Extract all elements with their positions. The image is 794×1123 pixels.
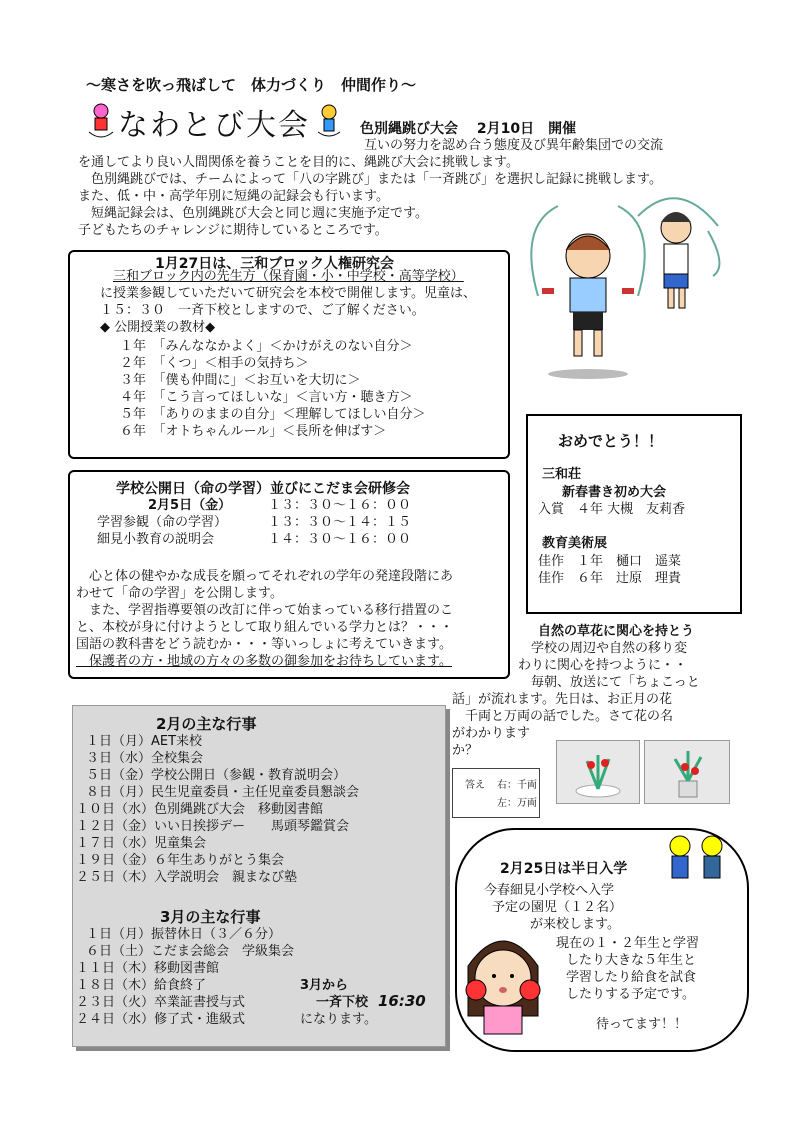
senryo-photo — [556, 740, 640, 804]
research-line: に授業参観していただいて研究会を本校で開催します。児童は、 — [100, 286, 476, 301]
feb-item: ３日（水）全校集会 — [86, 751, 204, 766]
nature-line: 学校の周辺や自然の移り変 — [518, 641, 688, 656]
feb-item: １２日（金）いい日挨拶デー 馬頭琴鑑賞会 — [76, 819, 350, 834]
openday-body: 心と体の健やかな成長を願ってそれぞれの学年の発達段階にあ — [76, 569, 454, 584]
openday-body: 保護者の方・地域の方々の多数の御参加をお待ちしています。 — [76, 654, 452, 669]
intro-line: を通してより良い人間関係を養うことを目的に、縄跳び大会に挑戦します。 — [78, 155, 519, 170]
halfday-line: 学習したり給食を試食 — [566, 970, 697, 985]
lesson-item: ２年 「くつ」＜相手の気持ち＞ — [120, 356, 309, 371]
feb-item: １日（月）AET来校 — [86, 734, 203, 749]
intro-line: 色別縄跳びでは、チームによって「八の字跳び」または「一斉跳び」を選択し記録に挑戦します。 — [78, 172, 662, 187]
lesson-item: ３年 「僕も仲間に」＜お互いを大切に＞ — [120, 373, 361, 388]
girl-illustration — [458, 926, 548, 1036]
feb-title: 2月の主な行事 — [156, 715, 257, 733]
halfday-line: したりする予定です。 — [566, 987, 695, 1002]
feb-item: １７日（水）児童集会 — [76, 836, 207, 851]
nature-line: 話」が流れます。先日は、お正月の花 — [452, 692, 672, 707]
manryo-photo — [644, 740, 730, 804]
tagline: ～寒さを吹っ飛ばして 体力づくり 仲間作り～ — [86, 76, 417, 94]
halfday-line: したり大きな５年生と — [566, 953, 697, 968]
mar-title: 3月の主な行事 — [160, 908, 261, 926]
nature-title: 自然の草花に関心を持とう — [538, 624, 695, 639]
answer-right: 右：千両 — [497, 780, 537, 791]
feb-item: ８日（月）民生児童委員・主任児童委員懇談会 — [86, 785, 360, 800]
openday-time: １３：３０～１６：００ — [268, 498, 412, 513]
nature-line: 毎朝、放送にて「ちょこっと — [518, 675, 700, 690]
feb-item: ２５日（木）入学説明会 親まなび塾 — [76, 870, 298, 885]
feb-item: ５日（金）学校公開日（参観・教育説明会） — [86, 768, 347, 783]
openday-row-label: 細見小教育の説明会 — [97, 532, 215, 547]
lesson-item: ５年 「ありのままの自分」＜理解してほしい自分＞ — [120, 407, 426, 422]
lesson-item: １年 「みんななかよく」＜かけがえのない自分＞ — [120, 339, 413, 354]
congrats-subsection: 新春書き初め大会 — [562, 485, 667, 500]
mar-item: ６日（土）こだま会総会 学級集会 — [86, 944, 295, 959]
mar-item: ２４日（水）修了式・進級式 — [76, 1012, 246, 1027]
openday-date: 2月5日（金） — [148, 498, 232, 513]
research-line: １５：３０ 一斉下校としますので、ご了解ください。 — [100, 303, 425, 318]
openday-body: また、学習指導要領の改訂に伴って始まっている移行措置のこ — [76, 603, 454, 618]
mar-note: 一斉下校 — [316, 995, 369, 1010]
mar-item: １１日（木）移動図書館 — [76, 961, 220, 976]
nature-line: か？ — [452, 743, 479, 758]
halfday-line: が来校します。 — [530, 917, 620, 932]
nature-line: がわかります — [452, 726, 531, 741]
halfday-line: 予定の園児（１２名） — [492, 900, 623, 915]
congrats-title: おめでとう！！ — [558, 432, 664, 450]
openday-row-time: １３：３０～１４：１５ — [268, 515, 412, 530]
openday-title: 学校公開日（命の学習）並びにこだま会研修会 — [116, 481, 410, 497]
lesson-item: ４年 「こう言ってほしいな」＜言い方・聴き方＞ — [120, 390, 413, 405]
mar-note: 3月から — [300, 978, 349, 993]
nature-line: 千両と万両の話でした。さて花の名 — [452, 709, 674, 724]
intro-line: また、低・中・高学年別に短縄の記録会も行います。 — [78, 189, 389, 204]
halfday-line: 今春細見小学校へ入学 — [484, 883, 615, 898]
halfday-line: 現在の１・２年生と学習 — [556, 936, 700, 951]
openday-row-label: 学習参観（命の学習） — [97, 515, 228, 530]
schoolkids-icon — [660, 832, 730, 892]
halfday-line: 待ってます！！ — [596, 1017, 688, 1032]
research-line: 三和ブロック内の先生方（保育園・小・中学校・高等学校） — [113, 269, 464, 284]
halfday-title: 2月25日は半日入学 — [500, 861, 628, 877]
openday-row-time: １４：３０～１６：００ — [268, 532, 412, 547]
congrats-line: 佳作 １年 樋口 遥菜 — [538, 554, 682, 569]
openday-body: 国語の教科書をどう読むか・・・等いっしょに考えていきます。 — [76, 637, 452, 652]
mar-item: ２３日（火）卒業証書授与式 — [76, 995, 246, 1010]
mar-note-time: 16:30 — [378, 992, 426, 1010]
congrats-line: 佳作 ６年 辻原 理貴 — [538, 571, 682, 586]
congrats-line: 入賞 ４年 大槻 友莉香 — [538, 502, 686, 517]
intro-line: 短縄記録会は、色別縄跳び大会と同じ週に実施予定です。 — [78, 206, 428, 221]
mar-note: になります。 — [300, 1012, 377, 1027]
feb-item: １０日（水）色別縄跳び大会 移動図書館 — [76, 802, 324, 817]
feb-item: １９日（金）６年生ありがとう集会 — [76, 853, 285, 868]
jumping-girl-icon — [86, 102, 116, 138]
intro-line: 互いの努力を認め合う態度及び異年齢集団での交流 — [78, 138, 664, 153]
mar-item: １日（月）振替休日（３／６分） — [86, 927, 282, 942]
openday-body: わせて「命の学習」を公開します。 — [76, 586, 283, 601]
jumping-boy-icon — [316, 104, 342, 138]
event-title: 色別縄跳び大会 2月10日 開催 — [360, 121, 577, 137]
jump-rope-kids-illustration — [518, 186, 738, 382]
lesson-heading: ◆ 公開授業の教材◆ — [100, 320, 216, 335]
intro-line: 子どもたちのチャレンジに期待しているところです。 — [78, 223, 388, 238]
congrats-section: 三和荘 — [542, 467, 582, 482]
research-title: 1月27日は、三和ブロック人権研究会 — [155, 256, 394, 272]
congrats-section: 教育美術展 — [542, 536, 608, 551]
answer-label: 答え — [465, 780, 485, 791]
answer-left: 左：万両 — [497, 798, 537, 809]
event-logo: なわとび大会 — [118, 108, 310, 143]
lesson-item: ６年 「オトちゃんルール」＜長所を伸ばす＞ — [120, 424, 387, 439]
openday-body: と、本校が身に付けようとして取り組んでいる学力とは？・・・ — [76, 620, 454, 635]
mar-item: １８日（木）給食終了 — [76, 978, 207, 993]
answer-box — [452, 768, 540, 818]
nature-line: わりに関心を持つように・・ — [518, 658, 688, 673]
